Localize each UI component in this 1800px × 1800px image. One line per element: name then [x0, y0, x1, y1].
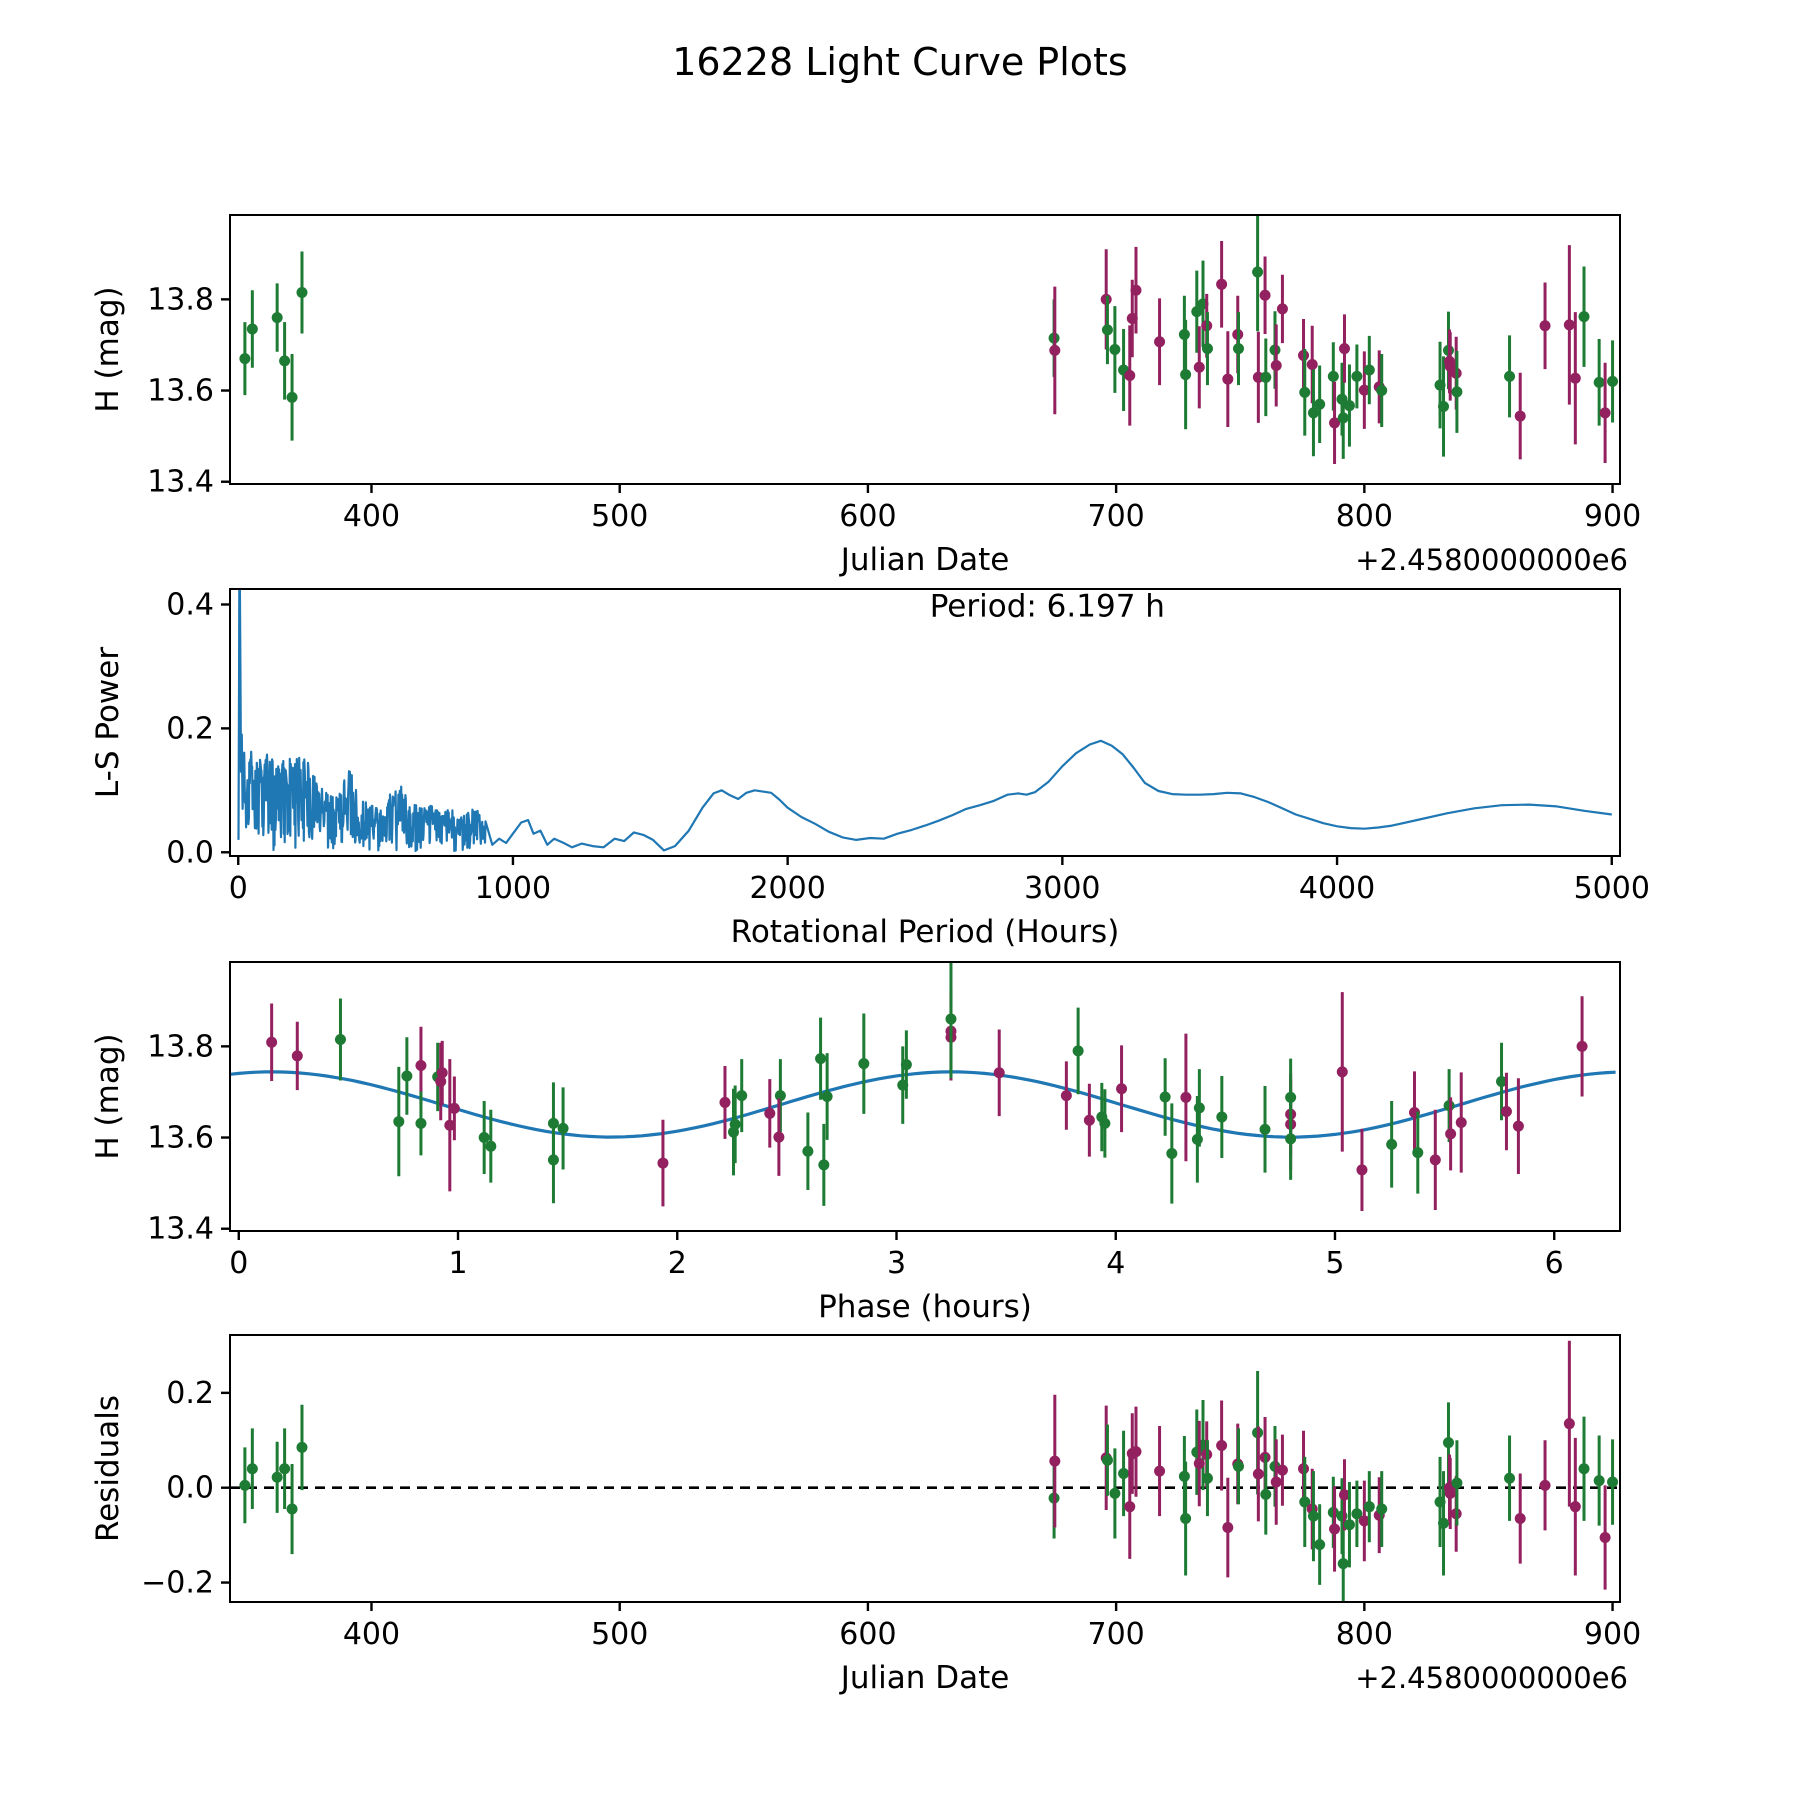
subplot-ls-periodogram: [90, 587, 1650, 950]
svg-text:3000: 3000: [1024, 871, 1101, 906]
svg-text:2000: 2000: [749, 871, 826, 906]
svg-text:4: 4: [1106, 1246, 1126, 1281]
svg-text:0.0: 0.0: [166, 1470, 214, 1506]
svg-text:1: 1: [448, 1246, 468, 1281]
axis-offset-text: +2.4580000000e6: [1355, 1661, 1628, 1695]
svg-text:800: 800: [1335, 499, 1393, 534]
svg-text:5: 5: [1325, 1246, 1345, 1281]
svg-text:13.8: 13.8: [147, 1029, 214, 1065]
svg-text:0.2: 0.2: [166, 711, 214, 747]
svg-text:0: 0: [228, 871, 248, 906]
svg-text:5000: 5000: [1573, 871, 1650, 906]
svg-text:13.4: 13.4: [147, 464, 214, 500]
xlabel-residuals-vs-jd: Julian Date: [840, 1660, 1010, 1696]
xlabel-jd-light-curve: Julian Date: [840, 542, 1010, 578]
svg-text:13.4: 13.4: [147, 1211, 214, 1247]
period-annotation: Period: 6.197 h: [929, 588, 1165, 625]
svg-text:0.0: 0.0: [166, 835, 214, 871]
ylabel-ls-periodogram: L-S Power: [90, 646, 126, 799]
svg-text:600: 600: [839, 499, 897, 534]
subplot-phased-light-curve: [90, 960, 1620, 1325]
axis-offset-text: +2.4580000000e6: [1355, 543, 1628, 577]
svg-text:400: 400: [342, 1617, 401, 1652]
svg-text:900: 900: [1583, 499, 1642, 534]
ylabel-residuals-vs-jd: Residuals: [90, 1394, 126, 1543]
svg-text:500: 500: [591, 499, 649, 534]
svg-text:0: 0: [229, 1246, 249, 1281]
svg-text:6: 6: [1544, 1246, 1564, 1281]
svg-text:0.4: 0.4: [166, 587, 214, 623]
svg-text:13.6: 13.6: [147, 373, 214, 409]
svg-text:2: 2: [667, 1246, 687, 1281]
svg-text:13.6: 13.6: [147, 1120, 214, 1156]
subplot-residuals-vs-jd: [90, 1335, 1641, 1696]
svg-text:400: 400: [342, 499, 401, 534]
periodogram-line: [239, 589, 1612, 851]
svg-text:−0.2: −0.2: [141, 1565, 214, 1601]
xlabel-ls-periodogram: Rotational Period (Hours): [730, 914, 1120, 950]
svg-text:0.2: 0.2: [166, 1375, 214, 1411]
svg-text:3: 3: [886, 1246, 907, 1281]
svg-text:900: 900: [1583, 1617, 1642, 1652]
svg-text:4000: 4000: [1298, 871, 1376, 906]
subplot-jd-light-curve: [90, 213, 1641, 578]
svg-text:700: 700: [1087, 1617, 1145, 1652]
svg-text:1000: 1000: [474, 871, 552, 906]
svg-text:600: 600: [839, 1617, 897, 1652]
ylabel-phased-light-curve: H (mag): [90, 1033, 126, 1160]
xlabel-phased-light-curve: Phase (hours): [818, 1289, 1032, 1325]
ylabel-jd-light-curve: H (mag): [90, 286, 126, 413]
svg-text:13.8: 13.8: [147, 282, 214, 318]
svg-text:700: 700: [1087, 499, 1145, 534]
svg-text:500: 500: [591, 1617, 649, 1652]
figure-title: 16228 Light Curve Plots: [672, 40, 1128, 84]
svg-text:800: 800: [1335, 1617, 1393, 1652]
